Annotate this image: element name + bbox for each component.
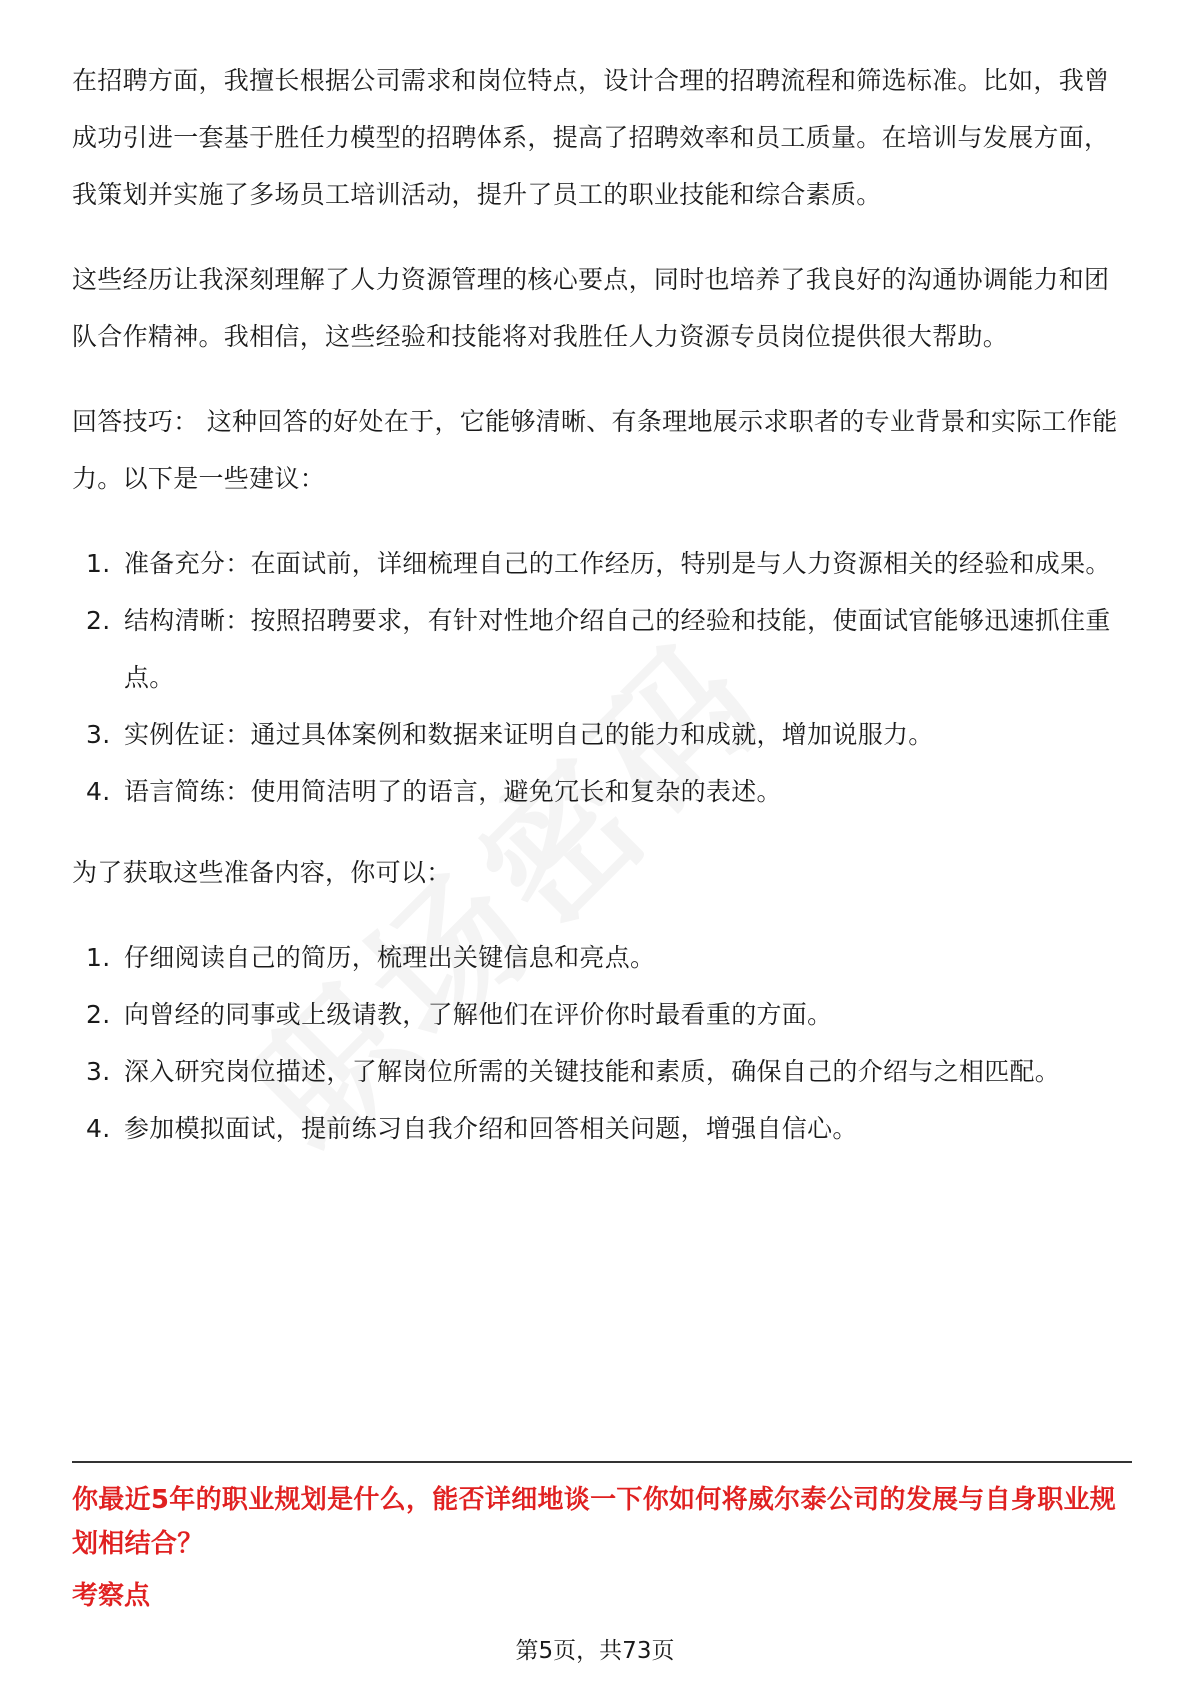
list-item bbox=[72, 535, 1132, 592]
list-number: 3. bbox=[86, 720, 111, 749]
list-number: 2. bbox=[86, 1000, 111, 1029]
prep-steps-list bbox=[72, 929, 1132, 1157]
list-number: 4. bbox=[86, 1114, 111, 1143]
section-divider bbox=[72, 1461, 1132, 1463]
list-item-text: 语言简练：使用简洁明了的语言，避免冗长和复杂的表述。 bbox=[124, 777, 782, 806]
list-number: 3. bbox=[86, 1057, 111, 1086]
list-item-text: 参加模拟面试，提前练习自我介绍和回答相关问题，增强自信心。 bbox=[124, 1114, 858, 1143]
list-item-text: 深入研究岗位描述，了解岗位所需的关键技能和素质，确保自己的介绍与之相匹配。 bbox=[124, 1057, 1061, 1086]
interview-question-heading: 你最近5年的职业规划是什么，能否详细地谈一下你如何将威尔泰公司的发展与自身职业规划相结合？ bbox=[72, 1485, 1117, 1559]
list-item bbox=[72, 763, 1132, 820]
list-number: 1. bbox=[86, 549, 111, 578]
list-item bbox=[72, 592, 1132, 706]
paragraph-answer-tips: 回答技巧： 这种回答的好处在于，它能够清晰、有条理地展示求职者的专业背景和实际工作能力。以下是一些建议： bbox=[72, 407, 1118, 493]
list-number: 1. bbox=[86, 943, 111, 972]
tips-list bbox=[72, 535, 1132, 820]
list-item-text: 向曾经的同事或上级请教，了解他们在评价你时最看重的方面。 bbox=[124, 1000, 833, 1029]
list-item-text: 准备充分：在面试前，详细梳理自己的工作经历，特别是与人力资源相关的经验和成果。 bbox=[124, 549, 1111, 578]
list-item-text: 仔细阅读自己的简历，梳理出关键信息和亮点。 bbox=[124, 943, 656, 972]
paragraph-experience: 这些经历让我深刻理解了人力资源管理的核心要点，同时也培养了我良好的沟通协调能力和团队合作精神。我相信，这些经验和技能将对我胜任人力资源专员岗位提供很大帮助。 bbox=[72, 265, 1110, 351]
paragraph-recruitment: 在招聘方面，我擅长根据公司需求和岗位特点，设计合理的招聘流程和筛选标准。比如，我曾成功引进一套基于胜任力模型的招聘体系，提高了招聘效率和员工质量。在培训与发展方面，我策划并实施了多场员工培训活动，提升了员工的职业技能和综合素质。 bbox=[72, 66, 1110, 209]
list-item-text: 实例佐证：通过具体案例和数据来证明自己的能力和成就，增加说服力。 bbox=[124, 720, 934, 749]
list-number: 2. bbox=[86, 606, 111, 635]
list-item bbox=[72, 1100, 1132, 1157]
assessment-point-heading: 考察点 bbox=[72, 1581, 151, 1611]
list-item-text: 结构清晰：按照招聘要求，有针对性地介绍自己的经验和技能，使面试官能够迅速抓住重点。 bbox=[124, 606, 1111, 692]
page-number-footer: 第5页，共73页 bbox=[515, 1638, 675, 1664]
list-item bbox=[72, 706, 1132, 763]
document-body bbox=[72, 52, 1132, 1181]
paragraph-prep-intro: 为了获取这些准备内容，你可以： bbox=[72, 858, 452, 887]
list-item bbox=[72, 929, 1132, 986]
list-item bbox=[72, 986, 1132, 1043]
list-number: 4. bbox=[86, 777, 111, 806]
list-item bbox=[72, 1043, 1132, 1100]
